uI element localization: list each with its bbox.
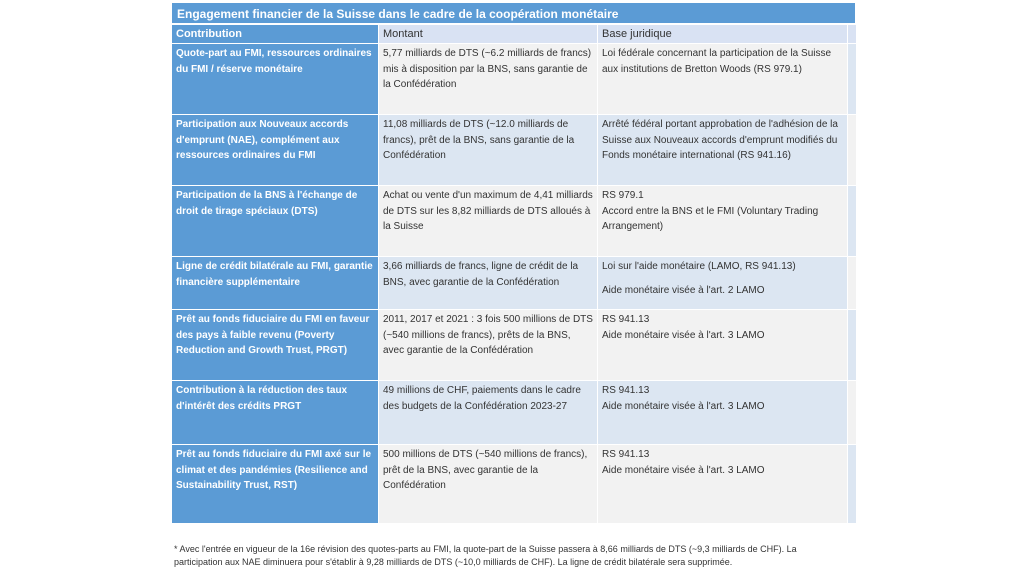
row-edge — [848, 381, 857, 445]
footnote-line: * Avec l'entrée en vigueur de la 16e révision des quotes-parts au FMI, la quote-part de la Suisse passera à 8,66 milliards de DTS (~9,3 milliards de CHF). La — [174, 544, 797, 554]
footnote-line: participation aux NAE diminuera pour s'établir à 9,28 milliards de DTS (~10,0 milliards de CHF). La ligne de crédit bilatérale sera supprimée. — [174, 557, 733, 567]
table-row — [172, 115, 857, 186]
row-edge — [848, 257, 857, 310]
base-line: RS 941.13 — [602, 449, 650, 460]
header-montant: Montant — [379, 25, 598, 44]
contribution-cell: Contribution à la réduction des taux d'intérêt des crédits PRGT — [172, 381, 379, 445]
table-title: Engagement financier de la Suisse dans le cadre de la coopération monétaire — [171, 2, 856, 24]
base-cell — [598, 115, 848, 186]
base-line: RS 941.13 — [602, 314, 650, 325]
base-cell — [598, 381, 848, 445]
base-cell — [598, 310, 848, 381]
montant-cell: Achat ou vente d'un maximum de 4,41 milliards de DTS sur les 8,82 milliards de DTS alloués à la Suisse — [379, 186, 598, 257]
table-row — [172, 445, 857, 524]
row-edge — [848, 445, 857, 524]
contribution-cell: Prêt au fonds fiduciaire du FMI en faveur des pays à faible revenu (Poverty Reduction and Growth Trust, PRGT) — [172, 310, 379, 381]
row-edge — [848, 186, 857, 257]
base-cell — [598, 44, 848, 115]
row-edge — [848, 44, 857, 115]
contributions-table — [171, 24, 857, 524]
row-edge — [848, 310, 857, 381]
contribution-cell: Participation aux Nouveaux accords d'emprunt (NAE), complément aux ressources ordinaires du FMI — [172, 115, 379, 186]
base-cell — [598, 445, 848, 524]
montant-cell: 2011, 2017 et 2021 : 3 fois 500 millions de DTS (~540 millions de francs), prêts de la BNS, avec garantie de la Confédération — [379, 310, 598, 381]
contribution-cell: Quote-part au FMI, ressources ordinaires du FMI / réserve monétaire — [172, 44, 379, 115]
header-base-juridique: Base juridique — [598, 25, 848, 44]
montant-cell: 5,77 milliards de DTS (~6.2 milliards de francs) mis à disposition par la BNS, sans garantie de la Confédération — [379, 44, 598, 115]
header-edge — [848, 25, 857, 44]
contribution-cell: Prêt au fonds fiduciaire du FMI axé sur le climat et des pandémies (Resilience and Sustainability Trust, RST) — [172, 445, 379, 524]
contribution-cell: Ligne de crédit bilatérale au FMI, garantie financière supplémentaire — [172, 257, 379, 310]
base-line: Aide monétaire visée à l'art. 3 LAMO — [602, 329, 765, 341]
base-line: Aide monétaire visée à l'art. 3 LAMO — [602, 400, 765, 412]
montant-cell: 500 millions de DTS (~540 millions de francs), prêt de la BNS, avec garantie de la Confédération — [379, 445, 598, 524]
contribution-cell: Participation de la BNS à l'échange de droit de tirage spéciaux (DTS) — [172, 186, 379, 257]
table-row — [172, 381, 857, 445]
base-line: Loi sur l'aide monétaire (LAMO, RS 941.13) — [602, 261, 796, 272]
base-cell — [598, 257, 848, 310]
montant-cell: 3,66 milliards de francs, ligne de crédit de la BNS, avec garantie de la Confédération — [379, 257, 598, 310]
footnote — [174, 543, 834, 569]
base-line: Loi fédérale concernant la participation de la Suisse aux institutions de Bretton Woods (RS 979.1) — [602, 48, 832, 75]
financial-commitment-table — [171, 2, 856, 524]
row-edge — [848, 115, 857, 186]
base-line: RS 979.1 — [602, 190, 644, 201]
montant-cell: 11,08 milliards de DTS (~12.0 milliards de francs), prêt de la BNS, sans garantie de la Confédération — [379, 115, 598, 186]
header-row — [172, 25, 857, 44]
base-line: Accord entre la BNS et le FMI (Voluntary Trading Arrangement) — [602, 205, 819, 232]
base-line: Aide monétaire visée à l'art. 3 LAMO — [602, 464, 765, 476]
table-row — [172, 310, 857, 381]
table-row — [172, 44, 857, 115]
base-line: Arrêté fédéral portant approbation de l'adhésion de la Suisse aux Nouveaux accords d'emprunt modifiés du Fonds monétaire international (RS 941.16) — [602, 119, 838, 161]
header-contribution: Contribution — [172, 25, 379, 44]
montant-cell: 49 millions de CHF, paiements dans le cadre des budgets de la Confédération 2023-27 — [379, 381, 598, 445]
table-row — [172, 186, 857, 257]
base-cell — [598, 186, 848, 257]
base-line: Aide monétaire visée à l'art. 2 LAMO — [602, 284, 765, 296]
table-row — [172, 257, 857, 310]
base-line: RS 941.13 — [602, 385, 650, 396]
